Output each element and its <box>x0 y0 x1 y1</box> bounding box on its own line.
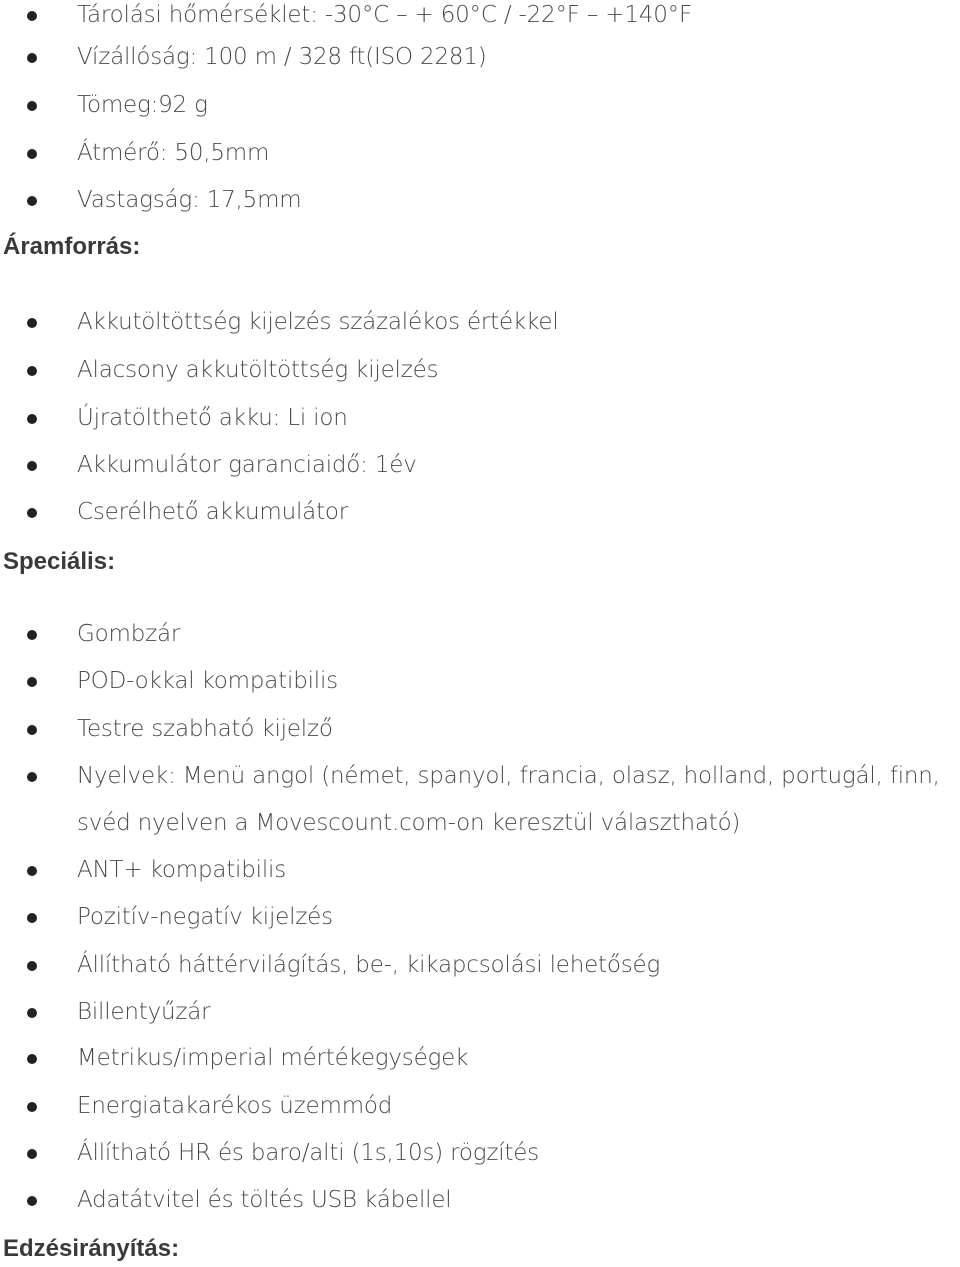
list-item-text: Vastagság: 17,5mm <box>77 187 302 213</box>
list-item-text: Alacsony akkutöltöttség kijelzés <box>77 357 439 383</box>
bullet-icon <box>27 913 37 923</box>
list-item-text: Pozitív-negatív kijelzés <box>77 904 333 930</box>
bullet-icon <box>27 461 37 471</box>
list-item-text: Tárolási hőmérséklet: -30°C – + 60°C / -22°F – +140°F <box>77 2 693 28</box>
bullet-icon <box>27 414 37 424</box>
bullet-icon <box>27 11 37 21</box>
list-item-text: Újratölthető akku: Li ion <box>77 405 348 431</box>
bullet-icon <box>27 149 37 159</box>
bullet-icon <box>27 1149 37 1159</box>
list-item-text: Energiatakarékos üzemmód <box>77 1093 393 1119</box>
list-item-text: Cserélhető akkumulátor <box>77 499 349 525</box>
bullet-icon <box>27 961 37 971</box>
bullet-icon <box>27 366 37 376</box>
bullet-icon <box>27 318 37 328</box>
section-heading-special: Speciális: <box>3 548 116 575</box>
bullet-icon <box>27 1196 37 1206</box>
list-item-text: ANT+ kompatibilis <box>77 857 287 883</box>
bullet-icon <box>27 101 37 111</box>
section-heading-training: Edzésirányítás: <box>3 1235 180 1262</box>
list-item-text: Vízállóság: 100 m / 328 ft(ISO 2281) <box>77 44 487 70</box>
list-item-text: Állítható háttérvilágítás, be-, kikapcsolási lehetőség <box>77 952 661 978</box>
bullet-icon <box>27 630 37 640</box>
bullet-icon <box>27 53 37 63</box>
bullet-icon <box>27 1102 37 1112</box>
list-item-text: Akkutöltöttség kijelzés százalékos értékkel <box>77 309 559 335</box>
bullet-icon <box>27 1008 37 1018</box>
bullet-icon <box>27 772 37 782</box>
bullet-icon <box>27 196 37 206</box>
list-item-text: Átmérő: 50,5mm <box>77 140 270 166</box>
list-item-text: Billentyűzár <box>77 999 211 1025</box>
list-item-text: Testre szabható kijelző <box>77 716 333 742</box>
list-item-text: Nyelvek: Menü angol (német, spanyol, francia, olasz, holland, portugál, finn, svéd nyelven a Movescount.com-on keresztül választható) <box>77 763 940 836</box>
list-item-text: Akkumulátor garanciaidő: 1év <box>77 452 417 478</box>
list-item-text: Állítható HR és baro/alti (1s,10s) rögzítés <box>77 1140 539 1166</box>
bullet-icon <box>27 1054 37 1064</box>
bullet-icon <box>27 677 37 687</box>
list-item-text: Adatátvitel és töltés USB kábellel <box>77 1187 452 1213</box>
list-item-text: POD-okkal kompatibilis <box>77 668 338 694</box>
bullet-icon <box>27 508 37 518</box>
list-item-text: Tömeg:92 g <box>77 92 208 118</box>
list-item-text: Metrikus/imperial mértékegységek <box>77 1045 469 1071</box>
section-heading-power: Áramforrás: <box>3 233 141 260</box>
list-item-text: Gombzár <box>77 621 181 647</box>
bullet-icon <box>27 725 37 735</box>
bullet-icon <box>27 866 37 876</box>
